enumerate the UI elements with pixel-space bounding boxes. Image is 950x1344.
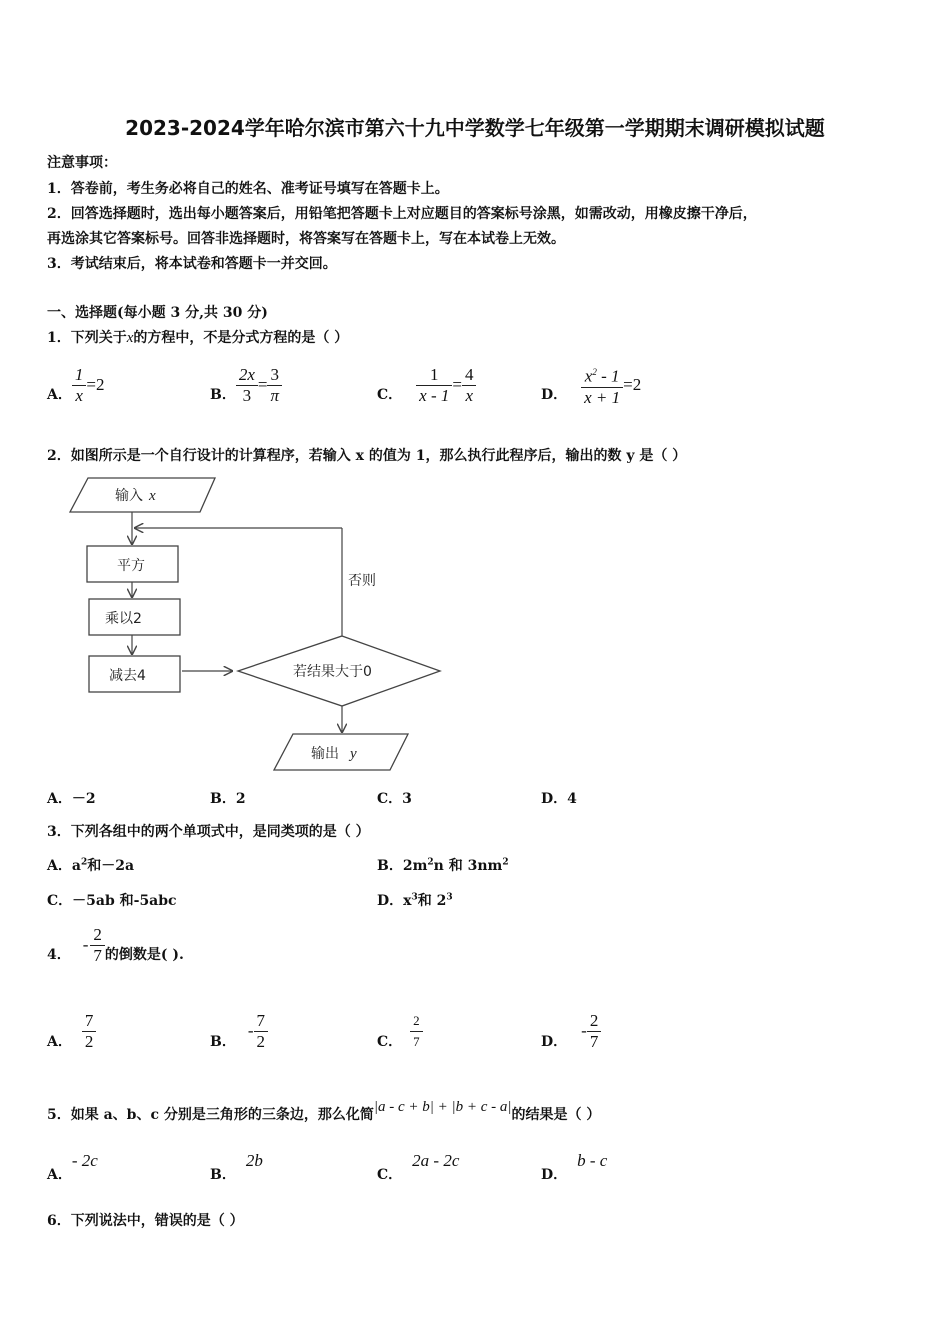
flow-input-label: 输入 xyxy=(115,488,143,504)
q1-option-a[interactable]: A． $\frac{1}{x}$ =2 xyxy=(47,364,105,405)
notice-line-4: 3．考试结束后，将本试卷和答题卡一并交回。 xyxy=(47,256,337,272)
page-title: 2023-2024学年哈尔滨市第六十九中学数学七年级第一学期期末调研模拟试题 xyxy=(125,116,825,140)
flow-minus4-label: 减去4 xyxy=(109,668,146,684)
flow-output-label: 输出 xyxy=(311,746,339,762)
q2-option-d[interactable]: D．4 xyxy=(541,791,577,807)
q4-fraction: $\frac{2}{7}$ xyxy=(90,925,105,966)
notice-line-3: 再选涂其它答案标号。回答非选择题时，将答案写在答题卡上，写在本试卷上无效。 xyxy=(47,231,565,247)
flow-decision-label: 若结果大于0 xyxy=(293,664,372,680)
flow-output-box xyxy=(274,734,408,770)
q2-option-c[interactable]: C．3 xyxy=(377,791,412,807)
q2-option-a[interactable]: A．－2 xyxy=(47,791,96,807)
q1-option-d[interactable]: D． $\frac{x^2 - 1}{x + 1}$ =2 xyxy=(541,362,641,408)
q1-stem: 1．下列关于x的方程中，不是分式方程的是（ ） xyxy=(47,330,349,346)
flow-input-var: x xyxy=(149,488,156,504)
q6-stem: 6．下列说法中，错误的是（ ） xyxy=(47,1213,244,1229)
q4-d-fraction: $\frac{2}{7}$ xyxy=(587,1011,602,1052)
q1-a-fraction: $\frac{1}{x}$ xyxy=(72,365,87,406)
q4-option-d[interactable]: D． - $\frac{2}{7}$ xyxy=(541,1008,601,1054)
q2-stem: 2．如图所示是一个自行设计的计算程序，若输入 x 的值为 1，那么执行此程序后，输出的数 y 是（ ） xyxy=(47,448,687,464)
flowchart xyxy=(60,470,450,780)
flow-output-var: y xyxy=(350,746,357,762)
q4-b-fraction: $\frac{7}{2}$ xyxy=(254,1011,269,1052)
flow-times2-label: 乘以2 xyxy=(105,611,142,627)
q1-c-fraction-right: $\frac{4}{x}$ xyxy=(462,365,477,406)
flow-otherwise-label: 否则 xyxy=(348,573,376,589)
q3-option-c[interactable]: C．－5ab 和-5abc xyxy=(47,893,177,909)
q1-option-c[interactable]: C． $\frac{1}{x - 1}$ = $\frac{4}{x}$ xyxy=(377,362,476,408)
q5-stem: 5．如果 a、b、c 分别是三角形的三条边，那么化简|a - c + b| + |b + c - a|的结果是（ ） xyxy=(47,1099,601,1123)
notice-line-2: 2．回答选择题时，选出每小题答案后，用铅笔把答题卡上对应题目的答案标号涂黑，如需改动，用橡皮擦干净后， xyxy=(47,206,757,222)
notice-line-1: 1．答卷前，考生务必将自己的姓名、准考证号填写在答题卡上。 xyxy=(47,181,449,197)
q5-expression: |a - c + b| + |b + c - a| xyxy=(373,1099,512,1115)
q3-option-a[interactable]: A．$a^2$和－2a xyxy=(47,857,135,874)
q4-option-b[interactable]: B． - $\frac{7}{2}$ xyxy=(210,1008,268,1054)
q4-c-fraction: $\frac{2}{7}$ xyxy=(410,1011,423,1052)
q4-stem: 4． - $\frac{2}{7}$ 的倒数是( ). xyxy=(47,924,184,965)
notice-heading: 注意事项： xyxy=(47,155,117,171)
q1-option-b[interactable]: B． $\frac{2x}{3}$ = $\frac{3}{\pi}$ xyxy=(210,362,282,408)
q2-option-b[interactable]: B．2 xyxy=(210,791,246,807)
q4-option-c[interactable]: C． $\frac{2}{7}$ xyxy=(377,1008,423,1054)
q5-option-a[interactable]: A．- 2c xyxy=(47,1151,98,1183)
q5-option-d[interactable]: D．b - c xyxy=(541,1151,608,1183)
q5-option-b[interactable]: B．2b xyxy=(210,1151,263,1183)
q1-c-fraction-left: $\frac{1}{x - 1}$ xyxy=(416,365,452,406)
flow-square-label: 平方 xyxy=(117,558,145,574)
q3-option-b[interactable]: B．$2m^2n$ 和 $3nm^2$ xyxy=(377,857,509,874)
q4-a-fraction: $\frac{7}{2}$ xyxy=(82,1011,97,1052)
q5-option-c[interactable]: C．2a - 2c xyxy=(377,1151,460,1183)
q3-option-d[interactable]: D．$x^3$和 $2^3$ xyxy=(377,892,453,909)
q4-option-a[interactable]: A． $\frac{7}{2}$ xyxy=(47,1008,96,1054)
q1-b-fraction-right: $\frac{3}{\pi}$ xyxy=(267,365,282,406)
q3-stem: 3．下列各组中的两个单项式中，是同类项的是（ ） xyxy=(47,824,370,840)
section-heading: 一、选择题(每小题 3 分,共 30 分) xyxy=(47,305,268,321)
q1-d-fraction: $\frac{x^2 - 1}{x + 1}$ xyxy=(581,362,623,408)
q1-b-fraction-left: $\frac{2x}{3}$ xyxy=(236,365,258,406)
